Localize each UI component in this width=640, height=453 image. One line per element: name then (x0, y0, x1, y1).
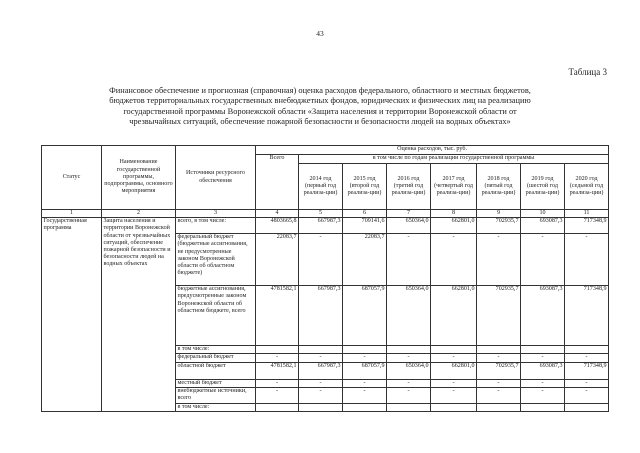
value-cell (299, 346, 343, 354)
header-status: Статус (42, 146, 102, 210)
value-cell (521, 346, 565, 354)
column-number-row (42, 210, 609, 218)
value-cell: 4781582,1 (256, 286, 299, 346)
title-line: Финансовое обеспечение и прогнозная (справочная) оценка расходов федерального, областного и местных бюджетов, (109, 86, 531, 95)
title-line: бюджетов территориальных государственных внебюджетных фондов, юридических и физических лиц на реализацию (109, 96, 531, 106)
value-cell (343, 403, 387, 411)
column-number: 11 (565, 210, 609, 218)
title-line: чрезвычайных ситуаций, обеспечение пожарной безопасности и безопасности людей на водных объектах» (129, 117, 511, 127)
value-cell: - (256, 354, 299, 362)
value-cell: - (477, 354, 521, 362)
header-year: 2020 год (седьмой год реализа-ции) (565, 164, 609, 210)
table-row (42, 218, 609, 234)
column-number: 5 (299, 210, 343, 218)
value-cell: - (387, 387, 431, 403)
title-line: государственной программы Воронежской области «Защита населения и территории Воронежской области от (123, 106, 517, 116)
status-cell: Государственная программа (42, 218, 102, 412)
value-cell: 662801,0 (431, 218, 477, 234)
column-number: 7 (387, 210, 431, 218)
value-cell: 667987,3 (299, 286, 343, 346)
source-cell: местный бюджет (176, 379, 256, 387)
value-cell: - (431, 379, 477, 387)
header-year: 2017 год (четвертый год реализа-ции) (431, 164, 477, 210)
document-title (20, 86, 620, 128)
value-cell: 693087,3 (521, 286, 565, 346)
value-cell: 693087,3 (521, 362, 565, 379)
source-cell: всего, в том числе: (176, 218, 256, 234)
value-cell: - (431, 354, 477, 362)
value-cell: - (256, 379, 299, 387)
header-by-years: в том числе по годам реализации государственной программы (299, 155, 609, 164)
value-cell (256, 346, 299, 354)
value-cell: 717348,9 (565, 218, 609, 234)
value-cell: - (431, 387, 477, 403)
value-cell: - (299, 234, 343, 286)
value-cell: - (387, 379, 431, 387)
value-cell: 650364,0 (387, 362, 431, 379)
value-cell: 4803665,8 (256, 218, 299, 234)
value-cell (387, 403, 431, 411)
value-cell: 687057,9 (343, 286, 387, 346)
header-name: Наименование государственной программы, подпрограммы, основного мероприятия (102, 146, 176, 210)
value-cell (256, 403, 299, 411)
source-cell: внебюджетные источники, всего (176, 387, 256, 403)
value-cell: - (565, 234, 609, 286)
column-number: 2 (102, 210, 176, 218)
value-cell: 662801,0 (431, 286, 477, 346)
source-cell: в том числе: (176, 346, 256, 354)
header-sources: Источники ресурсного обеспечения (176, 146, 256, 210)
value-cell (521, 403, 565, 411)
value-cell: 702935,7 (477, 218, 521, 234)
value-cell: 662801,0 (431, 362, 477, 379)
value-cell: 702935,7 (477, 362, 521, 379)
value-cell: 22083,7 (343, 234, 387, 286)
value-cell: - (521, 387, 565, 403)
column-number: 10 (521, 210, 565, 218)
value-cell: 717348,9 (565, 362, 609, 379)
value-cell: - (477, 234, 521, 286)
value-cell: - (565, 354, 609, 362)
value-cell (387, 346, 431, 354)
value-cell: - (387, 234, 431, 286)
value-cell: 693087,3 (521, 218, 565, 234)
column-number: 4 (256, 210, 299, 218)
value-cell: 687057,9 (343, 362, 387, 379)
page-number: 43 (316, 29, 324, 38)
column-number: 3 (176, 210, 256, 218)
value-cell: - (477, 387, 521, 403)
program-name-cell: Защита населения и территории Воронежской области от чрезвычайных ситуаций, обеспечение пожарной безопасности и безопасности людей на водных объектах (102, 218, 176, 412)
value-cell (477, 346, 521, 354)
value-cell (477, 403, 521, 411)
table-label: Таблица 3 (568, 67, 607, 77)
value-cell (299, 403, 343, 411)
value-cell: - (343, 379, 387, 387)
value-cell: - (387, 354, 431, 362)
value-cell: 667987,3 (299, 362, 343, 379)
value-cell: - (299, 354, 343, 362)
column-number: 6 (343, 210, 387, 218)
financing-table (41, 145, 609, 412)
column-number: 8 (431, 210, 477, 218)
header-year: 2016 год (третий год реализа-ции) (387, 164, 431, 210)
value-cell: - (477, 379, 521, 387)
value-cell: 717348,9 (565, 286, 609, 346)
header-total: Всего (256, 155, 299, 210)
source-cell: федеральный бюджет (176, 354, 256, 362)
header-year: 2014 год (первый год реализа-ции) (299, 164, 343, 210)
value-cell: 709141,6 (343, 218, 387, 234)
value-cell: 650364,0 (387, 218, 431, 234)
value-cell (431, 346, 477, 354)
value-cell (565, 403, 609, 411)
value-cell: - (431, 234, 477, 286)
source-cell: в том числе: (176, 403, 256, 411)
value-cell: - (343, 387, 387, 403)
value-cell: 667987,3 (299, 218, 343, 234)
value-cell: 4781582,1 (256, 362, 299, 379)
value-cell: 650364,0 (387, 286, 431, 346)
value-cell: 22083,7 (256, 234, 299, 286)
source-cell: бюджетные ассигнования, предусмотренные законом Воронежской области об областном бюджете, всего (176, 286, 256, 346)
header-year: 2019 год (шестой год реализа-ции) (521, 164, 565, 210)
header-year: 2018 год (пятый год реализа-ции) (477, 164, 521, 210)
value-cell: - (565, 379, 609, 387)
value-cell: - (343, 354, 387, 362)
source-cell: федеральный бюджет (бюджетные ассигнования, не предусмотренные законом Воронежской области об областном бюджете) (176, 234, 256, 286)
source-cell: областной бюджет (176, 362, 256, 379)
header-estimate: Оценка расходов, тыс. руб. (256, 146, 609, 155)
value-cell (343, 346, 387, 354)
column-number: 1 (42, 210, 102, 218)
value-cell: - (299, 387, 343, 403)
value-cell: - (565, 387, 609, 403)
table-body (42, 218, 609, 412)
value-cell: - (256, 387, 299, 403)
value-cell (565, 346, 609, 354)
value-cell: - (521, 234, 565, 286)
value-cell (431, 403, 477, 411)
value-cell: - (521, 354, 565, 362)
value-cell: - (521, 379, 565, 387)
column-number: 9 (477, 210, 521, 218)
value-cell: 702935,7 (477, 286, 521, 346)
header-year: 2015 год (второй год реализа-ции) (343, 164, 387, 210)
value-cell: - (299, 379, 343, 387)
